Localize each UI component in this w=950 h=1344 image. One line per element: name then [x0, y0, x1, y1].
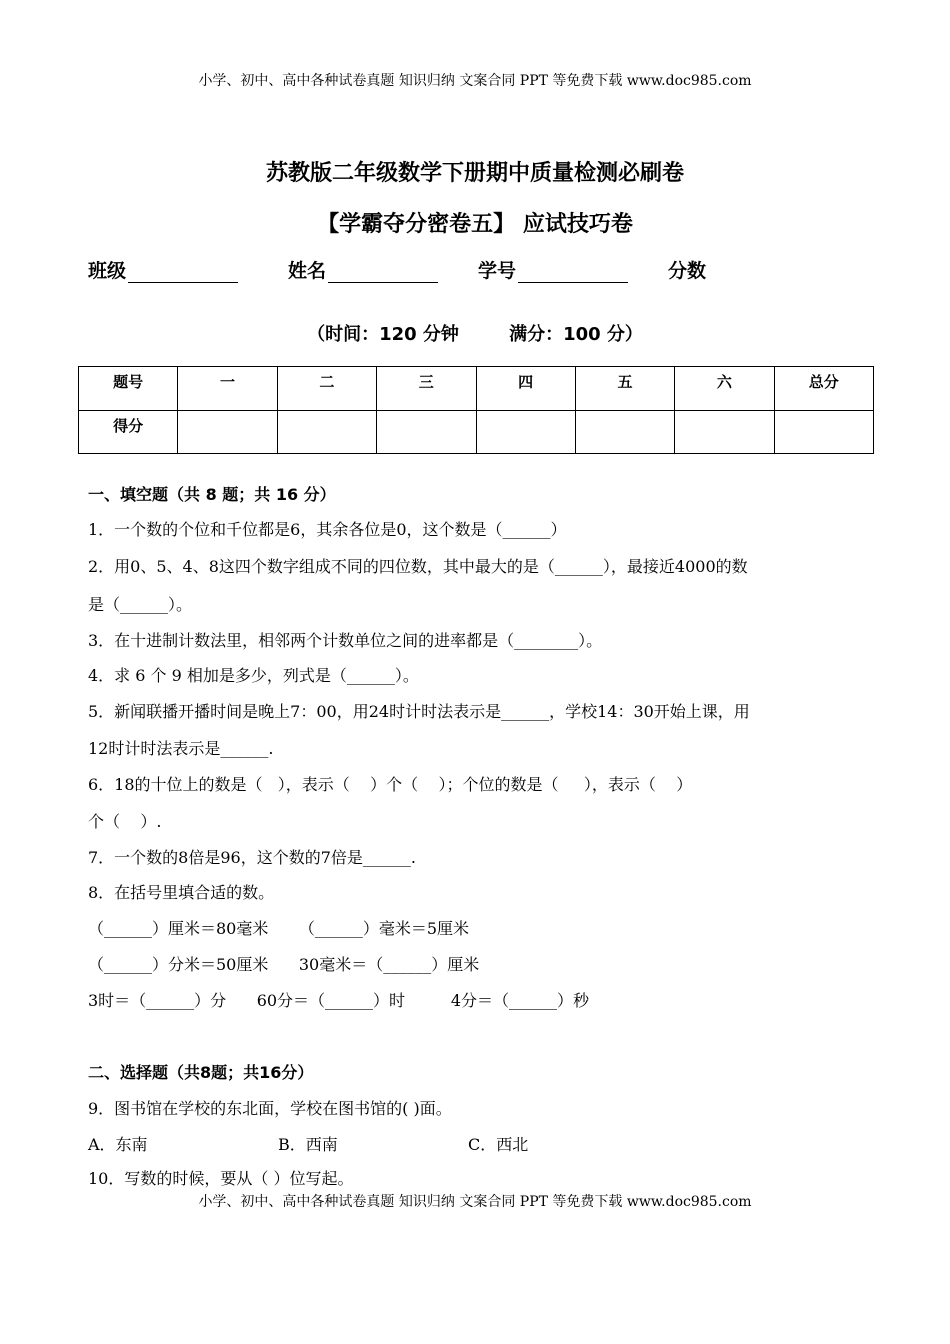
- page-header: 小学、初中、高中各种试卷真题 知识归纳 文案合同 PPT 等免费下载 www.doc985.com: [198, 73, 752, 89]
- question-9-option-c[interactable]: C．西北: [468, 1135, 529, 1154]
- question-10: 10．写数的时候，要从（ ）位写起。: [88, 1169, 354, 1188]
- question-8-row3: 3时＝（______）分 60分＝（______）时 4分＝（______）秒: [88, 991, 590, 1010]
- class-field: [88, 256, 238, 283]
- question-5-line2: 12时计时法表示是______.: [88, 739, 274, 758]
- student-id-blank[interactable]: [518, 262, 628, 283]
- question-8: 8．在括号里填合适的数。: [88, 883, 275, 902]
- score-cell[interactable]: [774, 410, 873, 454]
- score-table-header-cell: 六: [675, 367, 774, 411]
- score-cell[interactable]: [575, 410, 674, 454]
- question-4: 4．求 6 个 9 相加是多少，列式是（______）。: [88, 666, 419, 685]
- score-field: [668, 256, 706, 283]
- question-5-line1: 5．新闻联播开播时间是晚上7：00，用24时计时法表示是______，学校14：30开始上课，用: [88, 702, 750, 721]
- score-table-header-cell: 一: [178, 367, 277, 411]
- question-7: 7．一个数的8倍是96，这个数的7倍是______.: [88, 848, 416, 867]
- score-table-header-cell: 四: [476, 367, 575, 411]
- student-id-label: 学号: [478, 260, 517, 282]
- score-cell[interactable]: [178, 410, 277, 454]
- question-3: 3．在十进制计数法里，相邻两个计数单位之间的进率都是（________）。: [88, 631, 603, 650]
- class-label: 班级: [88, 260, 127, 282]
- time-line: （时间：120 分钟 满分：100 分）: [307, 324, 643, 345]
- score-cell[interactable]: [675, 410, 774, 454]
- score-row-label: 得分: [79, 410, 178, 454]
- question-8-row1: （______）厘米＝80毫米 （______）毫米＝5厘米: [88, 919, 470, 938]
- question-8-row2: （______）分米＝50厘米 30毫米＝（______）厘米: [88, 955, 480, 974]
- score-cell[interactable]: [377, 410, 476, 454]
- score-cell[interactable]: [277, 410, 376, 454]
- score-table-score-row: [79, 410, 874, 454]
- question-6-line2: 个（ ）.: [88, 812, 162, 831]
- score-table-header-row: [79, 367, 874, 411]
- section2-heading: 二、选择题（共8题；共16分）: [88, 1063, 314, 1082]
- name-field: [288, 256, 438, 283]
- question-9: 9．图书馆在学校的东北面，学校在图书馆的( )面。: [88, 1099, 452, 1118]
- question-9-option-a[interactable]: A．东南: [88, 1135, 148, 1154]
- page-title: 苏教版二年级数学下册期中质量检测必刷卷: [265, 161, 684, 186]
- page-footer: 小学、初中、高中各种试卷真题 知识归纳 文案合同 PPT 等免费下载 www.doc985.com: [198, 1194, 752, 1210]
- class-blank[interactable]: [128, 262, 238, 283]
- question-2-line1: 2．用0、5、4、8这四个数字组成不同的四位数，其中最大的是（______），最接近4000的数: [88, 557, 748, 576]
- score-cell[interactable]: [476, 410, 575, 454]
- score-table-header-cell: 五: [575, 367, 674, 411]
- student-id-field: [478, 256, 628, 283]
- score-table-header-cell: 题号: [79, 367, 178, 411]
- score-label: 分数: [668, 260, 707, 282]
- question-1: 1．一个数的个位和千位都是6，其余各位是0，这个数是（______）: [88, 520, 567, 539]
- question-6-line1: 6．18的十位上的数是（ ），表示（ ）个（ ）；个位的数是（ ），表示（ ）: [88, 775, 693, 794]
- page-subtitle: 【学霸夺分密卷五】 应试技巧卷: [317, 212, 633, 237]
- name-label: 姓名: [288, 260, 327, 282]
- name-blank[interactable]: [328, 262, 438, 283]
- question-9-option-b[interactable]: B．西南: [278, 1135, 338, 1154]
- score-table-header-cell: 总分: [774, 367, 873, 411]
- score-table-header-cell: 三: [377, 367, 476, 411]
- section1-heading: 一、填空题（共 8 题；共 16 分）: [88, 485, 336, 504]
- question-2-line2: 是（______）。: [88, 595, 193, 614]
- score-table-header-cell: 二: [277, 367, 376, 411]
- score-table: [78, 366, 874, 454]
